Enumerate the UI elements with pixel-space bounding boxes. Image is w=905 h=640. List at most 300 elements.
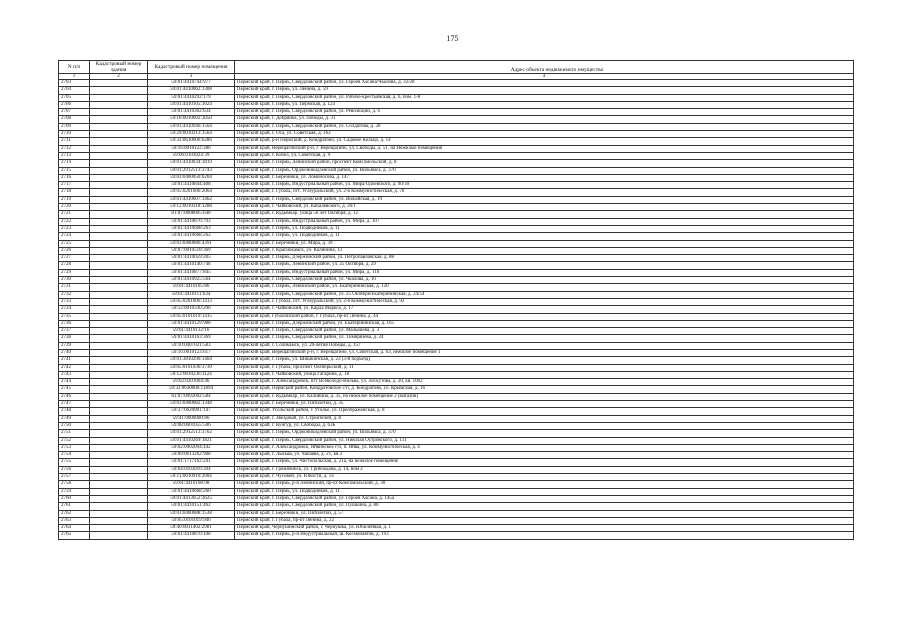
- premises-cadastral-cell: 59:05:0201006:2064: [148, 189, 235, 196]
- building-cadastral-cell: [90, 430, 148, 437]
- premises-cadastral-cell: 59:01:4410292:179: [148, 94, 235, 101]
- table-row: [59, 145, 854, 152]
- row-number-cell: 2746: [59, 393, 90, 400]
- premises-cadastral-cell: 59:01:4410668:260: [148, 488, 235, 495]
- row-number-cell: 2709: [59, 123, 90, 130]
- building-cadastral-cell: [90, 517, 148, 524]
- column-header-building-cadastral: Кадастровый номер здания: [90, 61, 148, 74]
- row-number-cell: 2726: [59, 247, 90, 254]
- building-cadastral-cell: [90, 152, 148, 159]
- row-number-cell: 2735: [59, 313, 90, 320]
- address-cell: Пермский край, г. Пермь, Индустриальный район, ул. Мира/Одоевского, д. 90/30: [235, 182, 854, 189]
- row-number-cell: 2716: [59, 174, 90, 181]
- address-cell: Пермский край, р-н Пермский, д. Кондратово, ул. Садовое Кольцо, д. 14: [235, 138, 854, 145]
- property-registry-table: [58, 60, 854, 540]
- building-cadastral-cell: [90, 225, 148, 232]
- address-cell: Пермский край, Верещагинский р-н, г. Верещагино, ул. Советская, д. 63, нежилое помещение 1: [235, 349, 854, 356]
- building-cadastral-cell: [90, 474, 148, 481]
- table-row: [59, 298, 854, 305]
- address-cell: Пермский край, Губахинский район, г. Губаха, пр-кт Ленина, д. 44: [235, 313, 854, 320]
- building-cadastral-cell: [90, 371, 148, 378]
- address-cell: Пермский край, г. Пермь, ул. Чистопольская, д. 21а, на нежилое помещение: [235, 459, 854, 466]
- table-row: [59, 517, 854, 524]
- building-cadastral-cell: [90, 510, 148, 517]
- building-cadastral-cell: [90, 109, 148, 116]
- address-cell: Пермский край, г. Кудымкар, улица 50 лет Октября, д. 12: [235, 211, 854, 218]
- building-cadastral-cell: [90, 357, 148, 364]
- premises-cadastral-cell: 59:32:0630006:11894: [148, 386, 235, 393]
- row-number-cell: 2721: [59, 211, 90, 218]
- row-number-cell: 2729: [59, 269, 90, 276]
- address-cell: Пермский край, г. Пермь, ул. Шишкинская, д. 23 (3-й подъезд): [235, 357, 854, 364]
- table-row: [59, 393, 854, 400]
- address-cell: Пермский край, г. Пермь, ул. Подводников, д. 11: [235, 225, 854, 232]
- row-number-cell: 2750: [59, 422, 90, 429]
- building-cadastral-cell: [90, 503, 148, 510]
- building-cadastral-cell: [90, 335, 148, 342]
- premises-cadastral-cell: 59:01:4410302:634: [148, 109, 235, 116]
- column-number: 4: [235, 74, 854, 80]
- row-number-cell: 2723: [59, 225, 90, 232]
- premises-cadastral-cell: 59:03:0400050:6204: [148, 174, 235, 181]
- table-row: [59, 525, 854, 532]
- row-number-cell: 2752: [59, 437, 90, 444]
- premises-cadastral-cell: 59:01:4410668:263: [148, 225, 235, 232]
- row-number-cell: 2711: [59, 138, 90, 145]
- table-row: [59, 452, 854, 459]
- address-cell: Пермский край, г. Кизел, ул. Советская, д. 9: [235, 152, 854, 159]
- table-row: [59, 211, 854, 218]
- table-row: [59, 306, 854, 313]
- table-row: [59, 240, 854, 247]
- premises-cadastral-cell: 59:01:4410105:3024: [148, 101, 235, 108]
- address-cell: Пермский край, г. Пермь, Ленинский район, проспект Комсомольский, д. 8: [235, 160, 854, 167]
- premises-cadastral-cell: 59:07:0010518:369: [148, 247, 235, 254]
- row-number-cell: 2738: [59, 335, 90, 342]
- address-cell: Пермский край, г. Пермь, ул. Пермская, д. 124: [235, 101, 854, 108]
- premises-cadastral-cell: 59:04:0103010:394: [148, 466, 235, 473]
- row-number-cell: 2718: [59, 189, 90, 196]
- address-cell: Пермский край, г. Пермь, Свердловский район, ул. Героев Хасана/Чкалова, д. 32/28: [235, 80, 854, 87]
- row-number-cell: 2749: [59, 415, 90, 422]
- table-row: [59, 466, 854, 473]
- premises-cadastral-cell: 59:37:0620901:147: [148, 408, 235, 415]
- building-cadastral-cell: [90, 452, 148, 459]
- row-number-cell: 2730: [59, 277, 90, 284]
- row-number-cell: 2762: [59, 510, 90, 517]
- premises-cadastral-cell: 59:09:0013262:908: [148, 452, 235, 459]
- building-cadastral-cell: [90, 422, 148, 429]
- building-cadastral-cell: [90, 247, 148, 254]
- column-header-num: N п/п: [59, 61, 90, 74]
- building-cadastral-cell: [90, 160, 148, 167]
- premises-cadastral-cell: 59:01:4410877:845: [148, 269, 235, 276]
- row-number-cell: 2705: [59, 94, 90, 101]
- table-row: [59, 430, 854, 437]
- address-cell: Пермский край, г. Пермь, Орджоникидзевский район, ул. Вильямса, д. 370: [235, 430, 854, 437]
- premises-cadastral-cell: 81:07:0008005:648: [148, 211, 235, 218]
- address-cell: Пермский край, г. Пермь, Дзержинский район, ул. Петропавловская, д. 88: [235, 255, 854, 262]
- building-cadastral-cell: [90, 386, 148, 393]
- address-cell: Пермский край, г. Пермь, ул. Подводников, д. 11: [235, 233, 854, 240]
- building-cadastral-cell: [90, 80, 148, 87]
- address-cell: Пермский край, г. Пермь, Свердловский район, ул. Малышева, д. 3: [235, 328, 854, 335]
- address-cell: Пермский край, г. Пермь, ул. Подводников, д. 11: [235, 488, 854, 495]
- premises-cadastral-cell: 59:01:4410108:98: [148, 481, 235, 488]
- table-row: [59, 320, 854, 327]
- address-cell: Пермский край, г. Александровск, пгт Всеволодо-Вильва, ул. Лоскутова, д. 20, кв. 1002: [235, 379, 854, 386]
- premises-cadastral-cell: 59:01:4410269:1821: [148, 437, 235, 444]
- address-cell: Пермский край, г. Пермь, р-н Ленинский, пр-кт Комсомольский, д. 30: [235, 481, 854, 488]
- premises-cadastral-cell: 59:01:2912513:3762: [148, 430, 235, 437]
- table-row: [59, 488, 854, 495]
- building-cadastral-cell: [90, 284, 148, 291]
- row-number-cell: 2761: [59, 503, 90, 510]
- address-cell: Пермский край, г. Пермь, Свердловский район, ул. Пушкина, д. 80: [235, 503, 854, 510]
- row-number-cell: 2757: [59, 474, 90, 481]
- premises-cadastral-cell: 59:01:4410876:793: [148, 218, 235, 225]
- building-cadastral-cell: [90, 488, 148, 495]
- premises-cadastral-cell: 59:03:0400086:4391: [148, 240, 235, 247]
- row-number-cell: 2751: [59, 430, 90, 437]
- row-number-cell: 2745: [59, 386, 90, 393]
- table-row: [59, 503, 854, 510]
- address-cell: Пермский край, г. Кунгур, ул. Свободы, д. 63Б: [235, 422, 854, 429]
- address-cell: Пермский край, г. Пермь, Свердловский район, ул. Чкалова, д. 10: [235, 277, 854, 284]
- premises-cadastral-cell: 59:01:4410946:1564: [148, 123, 235, 130]
- table-row: [59, 444, 854, 451]
- building-cadastral-cell: [90, 174, 148, 181]
- premises-cadastral-cell: 59:01:4413652:3625: [148, 495, 235, 502]
- table-row: [59, 87, 854, 94]
- address-cell: Пермский край, г. Пермь, Свердловский район, ул. Вижайская, д. 19: [235, 196, 854, 203]
- premises-cadastral-cell: 59:01:4410844:408: [148, 182, 235, 189]
- row-number-cell: 2741: [59, 357, 90, 364]
- address-cell: Пермский край, г. Чусовой, ул. Юности, д. 14: [235, 474, 854, 481]
- row-number-cell: 2743: [59, 371, 90, 378]
- premises-cadastral-cell: 59:06:0103024:39: [148, 152, 235, 159]
- table-row: [59, 532, 854, 539]
- column-header-premises-cadastral: Кадастровый номер помещения: [148, 61, 235, 74]
- address-cell: Пермский край, г. Пермь, Орджоникидзевский район, ул. Вильямса, д. 370: [235, 167, 854, 174]
- address-cell: Пермский край, г. Пермь, Дзержинский район, ул. Екатерининская, д. 165: [235, 320, 854, 327]
- building-cadastral-cell: [90, 269, 148, 276]
- building-cadastral-cell: [90, 101, 148, 108]
- address-cell: Пермский край, Усольский район, г. Усолье, ул. Преображенская, д. 8: [235, 408, 854, 415]
- premises-cadastral-cell: 59:01:1717162:241: [148, 459, 235, 466]
- address-cell: Пермский край, г. Чайковский, улица Гагарина, д. 18: [235, 371, 854, 378]
- row-number-cell: 2753: [59, 444, 90, 451]
- row-number-cell: 2754: [59, 452, 90, 459]
- building-cadastral-cell: [90, 131, 148, 138]
- building-cadastral-cell: [90, 408, 148, 415]
- address-cell: Пермский край, г. Пермь, Свердловский район, ул. 25 Октября/Екатерининская, д. 24/54: [235, 291, 854, 298]
- premises-cadastral-cell: 59:16:0010122:386: [148, 145, 235, 152]
- table-row: [59, 94, 854, 101]
- table-row: [59, 196, 854, 203]
- row-number-cell: 2764: [59, 525, 90, 532]
- premises-cadastral-cell: 59:01:3810290:1404: [148, 357, 235, 364]
- table-header-row: [59, 61, 854, 74]
- address-cell: Пермский край, Пермский район, Кондратовское с/п, д. Кондратово, ул. Крымская, д. 16: [235, 386, 854, 393]
- building-cadastral-cell: [90, 481, 148, 488]
- premises-cadastral-cell: 59:01:4410111:634: [148, 291, 235, 298]
- premises-cadastral-cell: 59:12:0010236:1124: [148, 371, 235, 378]
- table-row: [59, 218, 854, 225]
- premises-cadastral-cell: 59:01:4410059:205: [148, 255, 235, 262]
- row-number-cell: 2760: [59, 495, 90, 502]
- building-cadastral-cell: [90, 437, 148, 444]
- address-cell: Пермский край, г. Пермь, Свердловский район, ул. Революции, д. 6: [235, 109, 854, 116]
- premises-cadastral-cell: 59:10:0407021:583: [148, 342, 235, 349]
- table-row: [59, 401, 854, 408]
- building-cadastral-cell: [90, 94, 148, 101]
- address-cell: Пермский край, Чернушинский район, г. Чернушка, ул. Юбилейная, д. 1: [235, 525, 854, 532]
- building-cadastral-cell: [90, 415, 148, 422]
- address-cell: Пермский край, г. Гремячинск, ул. Грибоедова, д. 14, пом 2: [235, 466, 854, 473]
- address-cell: Пермский край, г. Соликамск, ул. 20-летия Победы, д. 157: [235, 342, 854, 349]
- table-row: [59, 116, 854, 123]
- table-row: [59, 422, 854, 429]
- building-cadastral-cell: [90, 401, 148, 408]
- building-cadastral-cell: [90, 87, 148, 94]
- building-cadastral-cell: [90, 262, 148, 269]
- row-number-cell: 2714: [59, 160, 90, 167]
- premises-cadastral-cell: 59:02:0902094:442: [148, 444, 235, 451]
- address-cell: Пермский край, г. Александровск, Яйвинское г/п, п. Яйва, ул. Коммунистическая, д. 4: [235, 444, 854, 451]
- building-cadastral-cell: [90, 240, 148, 247]
- building-cadastral-cell: [90, 306, 148, 313]
- address-cell: Пермский край, г. Чайковский, ул. Карла Маркса, д. 17: [235, 306, 854, 313]
- building-cadastral-cell: [90, 123, 148, 130]
- building-cadastral-cell: [90, 218, 148, 225]
- table-row: [59, 174, 854, 181]
- table-row: [59, 357, 854, 364]
- table-row: [59, 459, 854, 466]
- premises-cadastral-cell: 59:01:4410132:16: [148, 328, 235, 335]
- table-row: [59, 255, 854, 262]
- address-cell: Пермский край, г. Пермь, Свердловский район, ул. Героев Хасана, д. 145а: [235, 495, 854, 502]
- row-number-cell: 2703: [59, 80, 90, 87]
- address-cell: Пермский край, г. Губаха, проспект Октябрьский, д. 11: [235, 364, 854, 371]
- table-row: [59, 364, 854, 371]
- table-row: [59, 437, 854, 444]
- row-number-cell: 2748: [59, 408, 90, 415]
- building-cadastral-cell: [90, 328, 148, 335]
- row-number-cell: 2704: [59, 87, 90, 94]
- column-header-address: Адрес объекта недвижимого имущества: [235, 61, 854, 74]
- premises-cadastral-cell: 59:01:4410062:1308: [148, 87, 235, 94]
- building-cadastral-cell: [90, 255, 148, 262]
- table-row: [59, 225, 854, 232]
- table-row: [59, 262, 854, 269]
- premises-cadastral-cell: 59:05:0201006:1413: [148, 298, 235, 305]
- table-row: [59, 415, 854, 422]
- premises-cadastral-cell: 59:05:0101019:946: [148, 517, 235, 524]
- premises-cadastral-cell: 59:41:0000000:86: [148, 415, 235, 422]
- building-cadastral-cell: [90, 204, 148, 211]
- table-row: [59, 408, 854, 415]
- row-number-cell: 2744: [59, 379, 90, 386]
- building-cadastral-cell: [90, 444, 148, 451]
- table-row: [59, 291, 854, 298]
- premises-cadastral-cell: 59:01:4410163:369: [148, 335, 235, 342]
- row-number-cell: 2756: [59, 466, 90, 473]
- premises-cadastral-cell: 59:18:0010602:3050: [148, 116, 235, 123]
- address-cell: Пермский край, Верещагинский р-н, г. Верещагино, ул. Свободы, д. 51, на Нежилые помещения: [235, 145, 854, 152]
- row-number-cell: 2758: [59, 481, 90, 488]
- building-cadastral-cell: [90, 320, 148, 327]
- address-cell: Пермский край, г. Березники, ул. Мира, д. 39: [235, 240, 854, 247]
- table-row: [59, 167, 854, 174]
- table-row: [59, 182, 854, 189]
- row-number-cell: 2734: [59, 306, 90, 313]
- address-cell: Пермский край, г. Березники, ул. Пятилетки, д. 57: [235, 510, 854, 517]
- building-cadastral-cell: [90, 277, 148, 284]
- premises-cadastral-cell: 59:01:4410744:977: [148, 80, 235, 87]
- building-cadastral-cell: [90, 364, 148, 371]
- table-row: [59, 349, 854, 356]
- table-row: [59, 474, 854, 481]
- row-number-cell: 2715: [59, 167, 90, 174]
- premises-cadastral-cell: 59:01:4410105:86: [148, 284, 235, 291]
- row-number-cell: 2720: [59, 204, 90, 211]
- row-number-cell: 2747: [59, 401, 90, 408]
- table-body: [59, 80, 854, 540]
- table-row: [59, 335, 854, 342]
- row-number-cell: 2755: [59, 459, 90, 466]
- building-cadastral-cell: [90, 233, 148, 240]
- premises-cadastral-cell: 59:01:4410129:988: [148, 320, 235, 327]
- address-cell: Пермский край, г. Пермь, Свердловский район, ул. Солдатова, д. 28: [235, 123, 854, 130]
- address-cell: Пермский край, г. Пермь, Индустриальный район, ул. Мира, д. 107: [235, 218, 854, 225]
- table-row: [59, 313, 854, 320]
- table-row: [59, 342, 854, 349]
- row-number-cell: 2717: [59, 182, 90, 189]
- address-cell: Пермский край, г. Пермь, ул. Ленина, д. 59: [235, 87, 854, 94]
- table-row: [59, 204, 854, 211]
- row-number-cell: 2710: [59, 131, 90, 138]
- address-cell: Пермский край, г. Кудымкар, ул. Калинина, д. 35, на нежилое помещение 2 (магазин): [235, 393, 854, 400]
- row-number-cell: 2739: [59, 342, 90, 349]
- row-number-cell: 2712: [59, 145, 90, 152]
- table-row: [59, 131, 854, 138]
- building-cadastral-cell: [90, 116, 148, 123]
- table-row: [59, 152, 854, 159]
- premises-cadastral-cell: 59:03:0400088:1538: [148, 510, 235, 517]
- address-cell: Пермский край, г. Звездный, ул. Строителей, д. 8: [235, 415, 854, 422]
- table-row: [59, 138, 854, 145]
- column-number: 1: [59, 74, 90, 80]
- building-cadastral-cell: [90, 349, 148, 356]
- row-number-cell: 2728: [59, 262, 90, 269]
- address-cell: Пермский край, г. Березники, ул. Пятилетки, д. 35: [235, 401, 854, 408]
- table-row: [59, 481, 854, 488]
- building-cadastral-cell: [90, 495, 148, 502]
- premises-cadastral-cell: 59:01:4410151:462: [148, 503, 235, 510]
- building-cadastral-cell: [90, 459, 148, 466]
- building-cadastral-cell: [90, 291, 148, 298]
- row-number-cell: 2725: [59, 240, 90, 247]
- row-number-cell: 2742: [59, 364, 90, 371]
- row-number-cell: 2737: [59, 328, 90, 335]
- table-row: [59, 328, 854, 335]
- address-cell: Пермский край, г. Губаха, пгт. Углеуральский, ул. 2-я Коммунистическая, д. 92: [235, 298, 854, 305]
- row-number-cell: 2736: [59, 320, 90, 327]
- row-number-cell: 2713: [59, 152, 90, 159]
- address-cell: Пермский край, г. Оса, ул. Советская, д. 162: [235, 131, 854, 138]
- premises-cadastral-cell: 59:11:0010910:3904: [148, 474, 235, 481]
- building-cadastral-cell: [90, 167, 148, 174]
- building-cadastral-cell: [90, 211, 148, 218]
- page-number: 175: [446, 34, 459, 43]
- table-row: [59, 495, 854, 502]
- premises-cadastral-cell: 59:12:0010318:1288: [148, 204, 235, 211]
- table-row: [59, 123, 854, 130]
- row-number-cell: 2731: [59, 284, 90, 291]
- row-number-cell: 2733: [59, 298, 90, 305]
- premises-cadastral-cell: 59:01:4410668:262: [148, 233, 235, 240]
- address-cell: Пермский край, г. Пермь, Свердловский район, ул. Николая Островского, д. 111: [235, 437, 854, 444]
- row-number-cell: 2740: [59, 349, 90, 356]
- building-cadastral-cell: [90, 145, 148, 152]
- building-cadastral-cell: [90, 189, 148, 196]
- table-row: [59, 510, 854, 517]
- column-number: 3: [148, 74, 235, 80]
- address-cell: Пермский край, г. Лысьва, ул. Чапаева, д. 21, кв 2: [235, 452, 854, 459]
- table-row: [59, 371, 854, 378]
- address-cell: Пермский край, г. Краснокамск, ул. Калинина, 13: [235, 247, 854, 254]
- premises-cadastral-cell: 59:32:0630006:6286: [148, 138, 235, 145]
- row-number-cell: 2763: [59, 517, 90, 524]
- premises-cadastral-cell: 59:08:0601055:506: [148, 422, 235, 429]
- building-cadastral-cell: [90, 138, 148, 145]
- address-cell: Пермский край, г. Березники, ул. Ломоносова, д. 147: [235, 174, 854, 181]
- building-cadastral-cell: [90, 182, 148, 189]
- address-cell: Пермский край, г. Пермь, Ленинский район, ул. Екатерининская, д. 120: [235, 284, 854, 291]
- table-row: [59, 109, 854, 116]
- table-row: [59, 160, 854, 167]
- premises-cadastral-cell: 59:05:0101019:1415: [148, 313, 235, 320]
- table-row: [59, 189, 854, 196]
- row-number-cell: 2732: [59, 291, 90, 298]
- premises-cadastral-cell: 59:01:4410140:748: [148, 262, 235, 269]
- row-number-cell: 2707: [59, 109, 90, 116]
- premises-cadastral-cell: 59:12:0010330:296: [148, 306, 235, 313]
- address-cell: Пермский край, г. Добрянка, ул. Победы, д. 31: [235, 116, 854, 123]
- row-number-cell: 2722: [59, 218, 90, 225]
- row-number-cell: 2765: [59, 532, 90, 539]
- address-cell: Пермский край, г. Пермь, Индустриальный район, ул. Мира, д. 110: [235, 269, 854, 276]
- table-row: [59, 80, 854, 87]
- building-cadastral-cell: [90, 532, 148, 539]
- row-number-cell: 2724: [59, 233, 90, 240]
- premises-cadastral-cell: 59:29:0010213:1564: [148, 131, 235, 138]
- building-cadastral-cell: [90, 466, 148, 473]
- table-row: [59, 269, 854, 276]
- row-number-cell: 2727: [59, 255, 90, 262]
- premises-cadastral-cell: 81:07:0092002:584: [148, 393, 235, 400]
- address-cell: Пермский край, г. Чайковский, ул. Кабалевского, д. 26/1: [235, 204, 854, 211]
- address-cell: Пермский край, г. Пермь, р-н Индустриальный, ш. Космонавтов, д. 193: [235, 532, 854, 539]
- address-cell: Пермский край, г. Губаха, пр-кт Ленина, д. 22: [235, 517, 854, 524]
- premises-cadastral-cell: 59:03:0400082:1348: [148, 401, 235, 408]
- premises-cadastral-cell: 59:01:4410925:564: [148, 277, 235, 284]
- table-row: [59, 277, 854, 284]
- building-cadastral-cell: [90, 313, 148, 320]
- premises-cadastral-cell: 59:01:4410607:1462: [148, 196, 235, 203]
- row-number-cell: 2759: [59, 488, 90, 495]
